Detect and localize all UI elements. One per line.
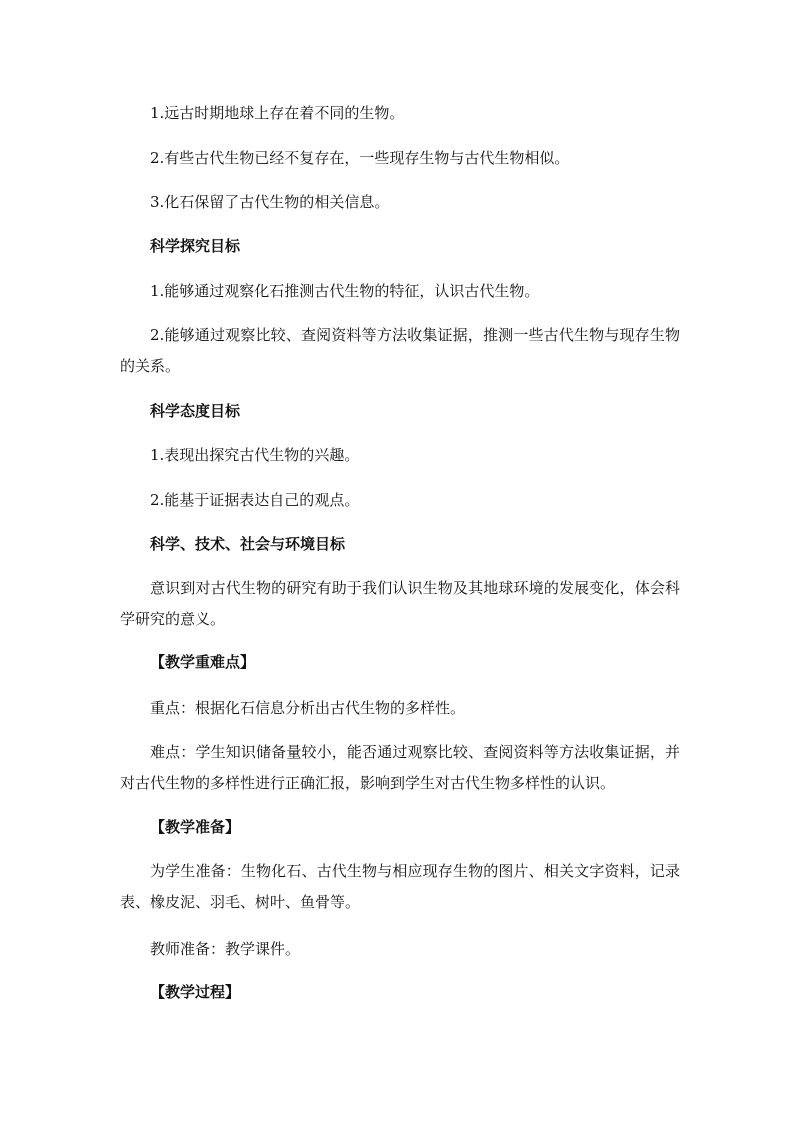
key-point-difficulty: 难点：学生知识储备量较小，能否通过观察比较、查阅资料等方法收集证据，并对古代生物的多样性进行正确汇报，影响到学生对古代生物多样性的认识。 (120, 743, 680, 792)
knowledge-goal-1: 1.远古时期地球上存在着不同的生物。 (150, 104, 405, 122)
key-point-focus: 重点：根据化石信息分析出古代生物的多样性。 (150, 699, 466, 717)
stse-text: 意识到对古代生物的研究有助于我们认识生物及其地球环境的发展变化，体会科学研究的意义。 (120, 579, 680, 628)
attitude-item-1: 1.表现出探究古代生物的兴趣。 (150, 446, 360, 464)
inquiry-item-1: 1.能够通过观察化石推测古代生物的特征，认识古代生物。 (150, 282, 540, 300)
stse-heading: 科学、技术、社会与环境目标 (150, 535, 346, 553)
knowledge-goal-3: 3.化石保留了古代生物的相关信息。 (150, 193, 390, 211)
preparation-teacher: 教师准备：教学课件。 (150, 940, 301, 958)
knowledge-goal-2: 2.有些古代生物已经不复存在，一些现存生物与古代生物相似。 (150, 149, 570, 167)
preparation-students: 为学生准备：生物化石、古代生物与相应现存生物的图片、相关文字资料，记录表、橡皮泥、羽毛、树叶、鱼骨等。 (120, 862, 680, 911)
inquiry-heading: 科学探究目标 (150, 237, 241, 255)
attitude-heading: 科学态度目标 (150, 402, 241, 420)
key-points-heading: 【教学重难点】 (150, 653, 256, 671)
process-heading: 【教学过程】 (150, 983, 241, 1001)
attitude-item-2: 2.能基于证据表达自己的观点。 (150, 491, 360, 509)
inquiry-item-2: 2.能够通过观察比较、查阅资料等方法收集证据，推测一些古代生物与现存生物的关系。 (120, 326, 680, 375)
preparation-heading: 【教学准备】 (150, 818, 241, 836)
